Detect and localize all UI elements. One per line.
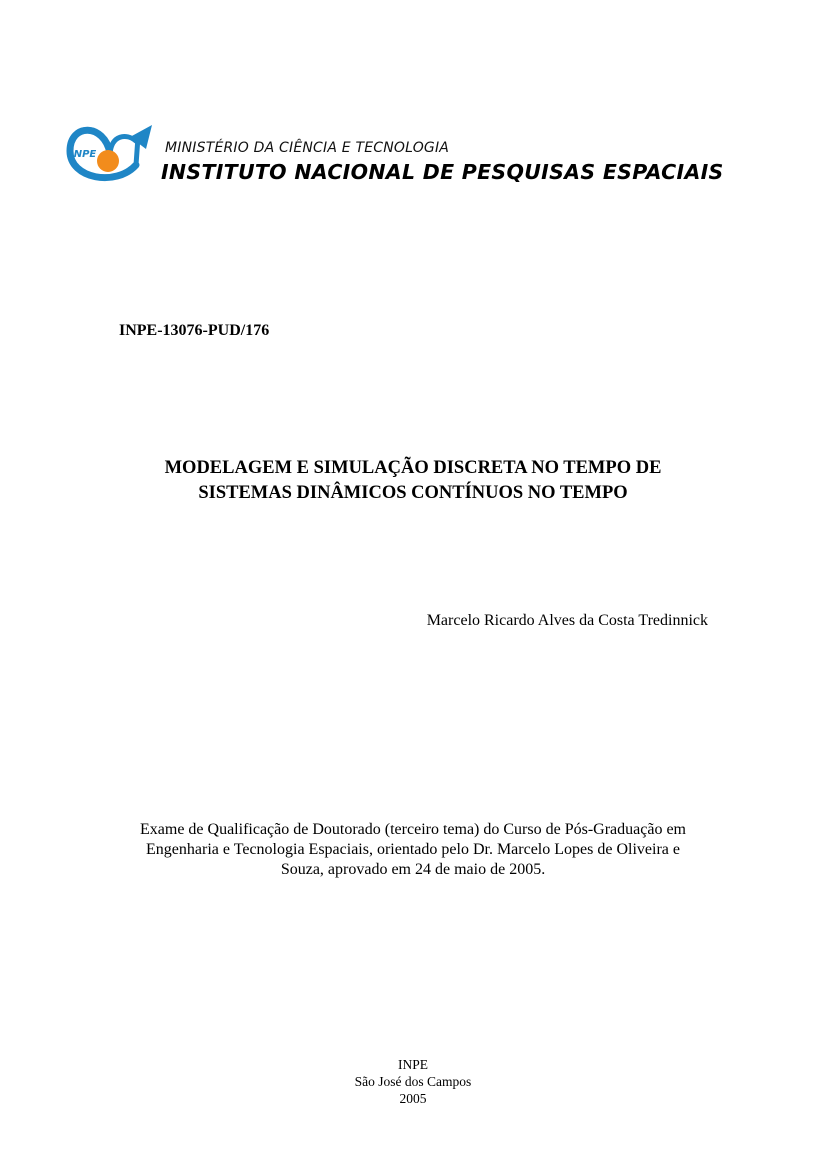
institute-name: INSTITUTO NACIONAL DE PESQUISAS ESPACIAIS	[161, 160, 724, 184]
footer-institution: INPE	[398, 1057, 428, 1072]
description-line-3: Souza, aprovado em 24 de maio de 2005.	[280, 861, 546, 878]
inpe-emblem-icon	[64, 115, 156, 193]
document-title	[0, 456, 826, 506]
description-line-1: Exame de Qualificação de Doutorado (terceiro tema) do Curso de Pós-Graduação em	[140, 821, 686, 838]
thesis-description	[0, 820, 826, 880]
footer-city: São José dos Campos	[354, 1074, 472, 1089]
emblem-label: INPE	[70, 149, 97, 160]
title-line-1: MODELAGEM E SIMULAÇÃO DISCRETA NO TEMPO DE	[164, 458, 662, 478]
author-name: Marcelo Ricardo Alves da Costa Tredinnick	[426, 612, 708, 629]
publication-footer	[0, 1056, 826, 1107]
title-line-2: SISTEMAS DINÂMICOS CONTÍNUOS NO TEMPO	[198, 483, 628, 503]
ministry-name: MINISTÉRIO DA CIÊNCIA E TECNOLOGIA	[165, 140, 450, 156]
report-number: INPE-13076-PUD/176	[119, 322, 270, 339]
inpe-logo	[64, 115, 724, 195]
description-line-2: Engenharia e Tecnologia Espaciais, orientado pelo Dr. Marcelo Lopes de Oliveira e	[146, 841, 680, 858]
footer-year: 2005	[399, 1091, 427, 1106]
